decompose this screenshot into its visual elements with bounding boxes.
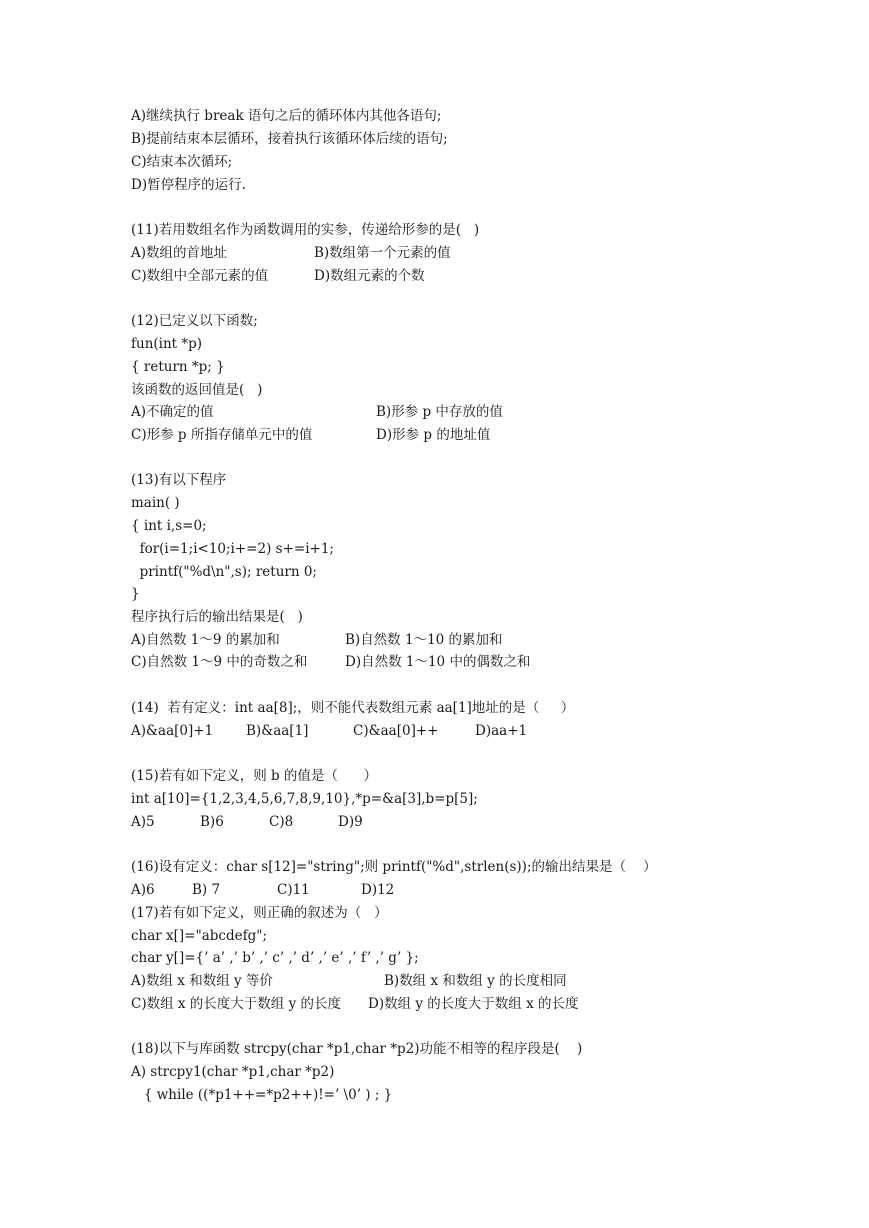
q13-option-d: D)自然数 1～10 中的偶数之和	[345, 654, 531, 670]
q13-code-line-1: main( )	[131, 495, 180, 511]
q13-question: 程序执行后的输出结果是( )	[131, 609, 303, 625]
q14-option-a: A)&aa[0]+1	[131, 723, 214, 739]
q11-stem: (11)若用数组名作为函数调用的实参，传递给形参的是( )	[131, 222, 480, 238]
q12-stem: (12)已定义以下函数;	[131, 313, 258, 329]
q18-code: { while ((*p1++=*p2++)!=’ \0’ ) ; }	[131, 1087, 393, 1103]
q18-option-a: A) strcpy1(char *p1,char *p2)	[131, 1064, 335, 1080]
q13-option-b: B)自然数 1～10 的累加和	[345, 632, 503, 648]
q12-option-b: B)形参 p 中存放的值	[376, 404, 503, 420]
q10-option-d: D)暂停程序的运行.	[131, 177, 246, 193]
q17-stem: (17)若有如下定义，则正确的叙述为（ ）	[131, 905, 388, 921]
q14-option-b: B)&aa[1]	[246, 723, 309, 739]
q12-option-d: D)形参 p 的地址值	[376, 427, 491, 443]
q13-option-a: A)自然数 1～9 的累加和	[131, 632, 280, 648]
q11-option-a: A)数组的首地址	[131, 245, 228, 261]
q14-option-c: C)&aa[0]++	[353, 723, 439, 739]
q16-option-d: D)12	[361, 882, 395, 898]
q11-option-b: B)数组第一个元素的值	[314, 245, 451, 261]
q17-option-d: D)数组 y 的长度大于数组 x 的长度	[368, 996, 579, 1012]
q14-option-d: D)aa+1	[475, 723, 528, 739]
q16-option-c: C)11	[277, 882, 310, 898]
q13-code-line-5: }	[131, 586, 140, 602]
q10-option-c: C)结束本次循环;	[131, 154, 233, 170]
q15-option-a: A)5	[131, 814, 155, 830]
q11-option-c: C)数组中全部元素的值	[131, 268, 269, 284]
q17-code-line-2: char y[]={’ a’ ,’ b’ ,’ c’ ,’ d’ ,’ e’ ,’ f’ ,’ g’ };	[131, 950, 419, 966]
q18-stem: (18)以下与库函数 strcpy(char *p1,char *p2)功能不相等的程序段是( )	[131, 1041, 583, 1057]
q11-option-d: D)数组元素的个数	[314, 268, 425, 284]
q16-stem: (16)设有定义：char s[12]="string";则 printf("%d",strlen(s));的输出结果是（ ）	[131, 859, 657, 875]
q15-stem: (15)若有如下定义，则 b 的值是（ ）	[131, 768, 378, 784]
q15-option-b: B)6	[200, 814, 224, 830]
q17-code-line-1: char x[]="abcdefg";	[131, 928, 267, 944]
q13-code-line-3: for(i=1;i<10;i+=2) s+=i+1;	[131, 541, 334, 557]
q16-option-b: B) 7	[192, 882, 221, 898]
q14-stem: (14) 若有定义：int aa[8];，则不能代表数组元素 aa[1]地址的是（ ）	[131, 700, 575, 716]
q13-code-line-2: { int i,s=0;	[131, 518, 207, 534]
q15-option-d: D)9	[338, 814, 363, 830]
q15-option-c: C)8	[269, 814, 294, 830]
q13-option-c: C)自然数 1～9 中的奇数之和	[131, 654, 308, 670]
q10-option-b: B)提前结束本层循环，接着执行该循环体后续的语句;	[131, 131, 448, 147]
q12-code-line-1: fun(int *p)	[131, 336, 203, 352]
q17-option-c: C)数组 x 的长度大于数组 y 的长度	[131, 996, 342, 1012]
q17-option-a: A)数组 x 和数组 y 等价	[131, 973, 273, 989]
q13-stem: (13)有以下程序	[131, 472, 227, 488]
q12-option-c: C)形参 p 所指存储单元中的值	[131, 427, 313, 443]
q17-option-b: B)数组 x 和数组 y 的长度相同	[384, 973, 567, 989]
q13-code-line-4: printf("%d\n",s); return 0;	[131, 564, 317, 580]
q12-question: 该函数的返回值是( )	[131, 382, 263, 398]
q15-code: int a[10]={1,2,3,4,5,6,7,8,9,10},*p=&a[3],b=p[5];	[131, 791, 478, 807]
q12-option-a: A)不确定的值	[131, 404, 214, 420]
q16-option-a: A)6	[131, 882, 155, 898]
q10-option-a: A)继续执行 break 语句之后的循环体内其他各语句;	[131, 108, 442, 124]
q12-code-line-2: { return *p; }	[131, 359, 225, 375]
